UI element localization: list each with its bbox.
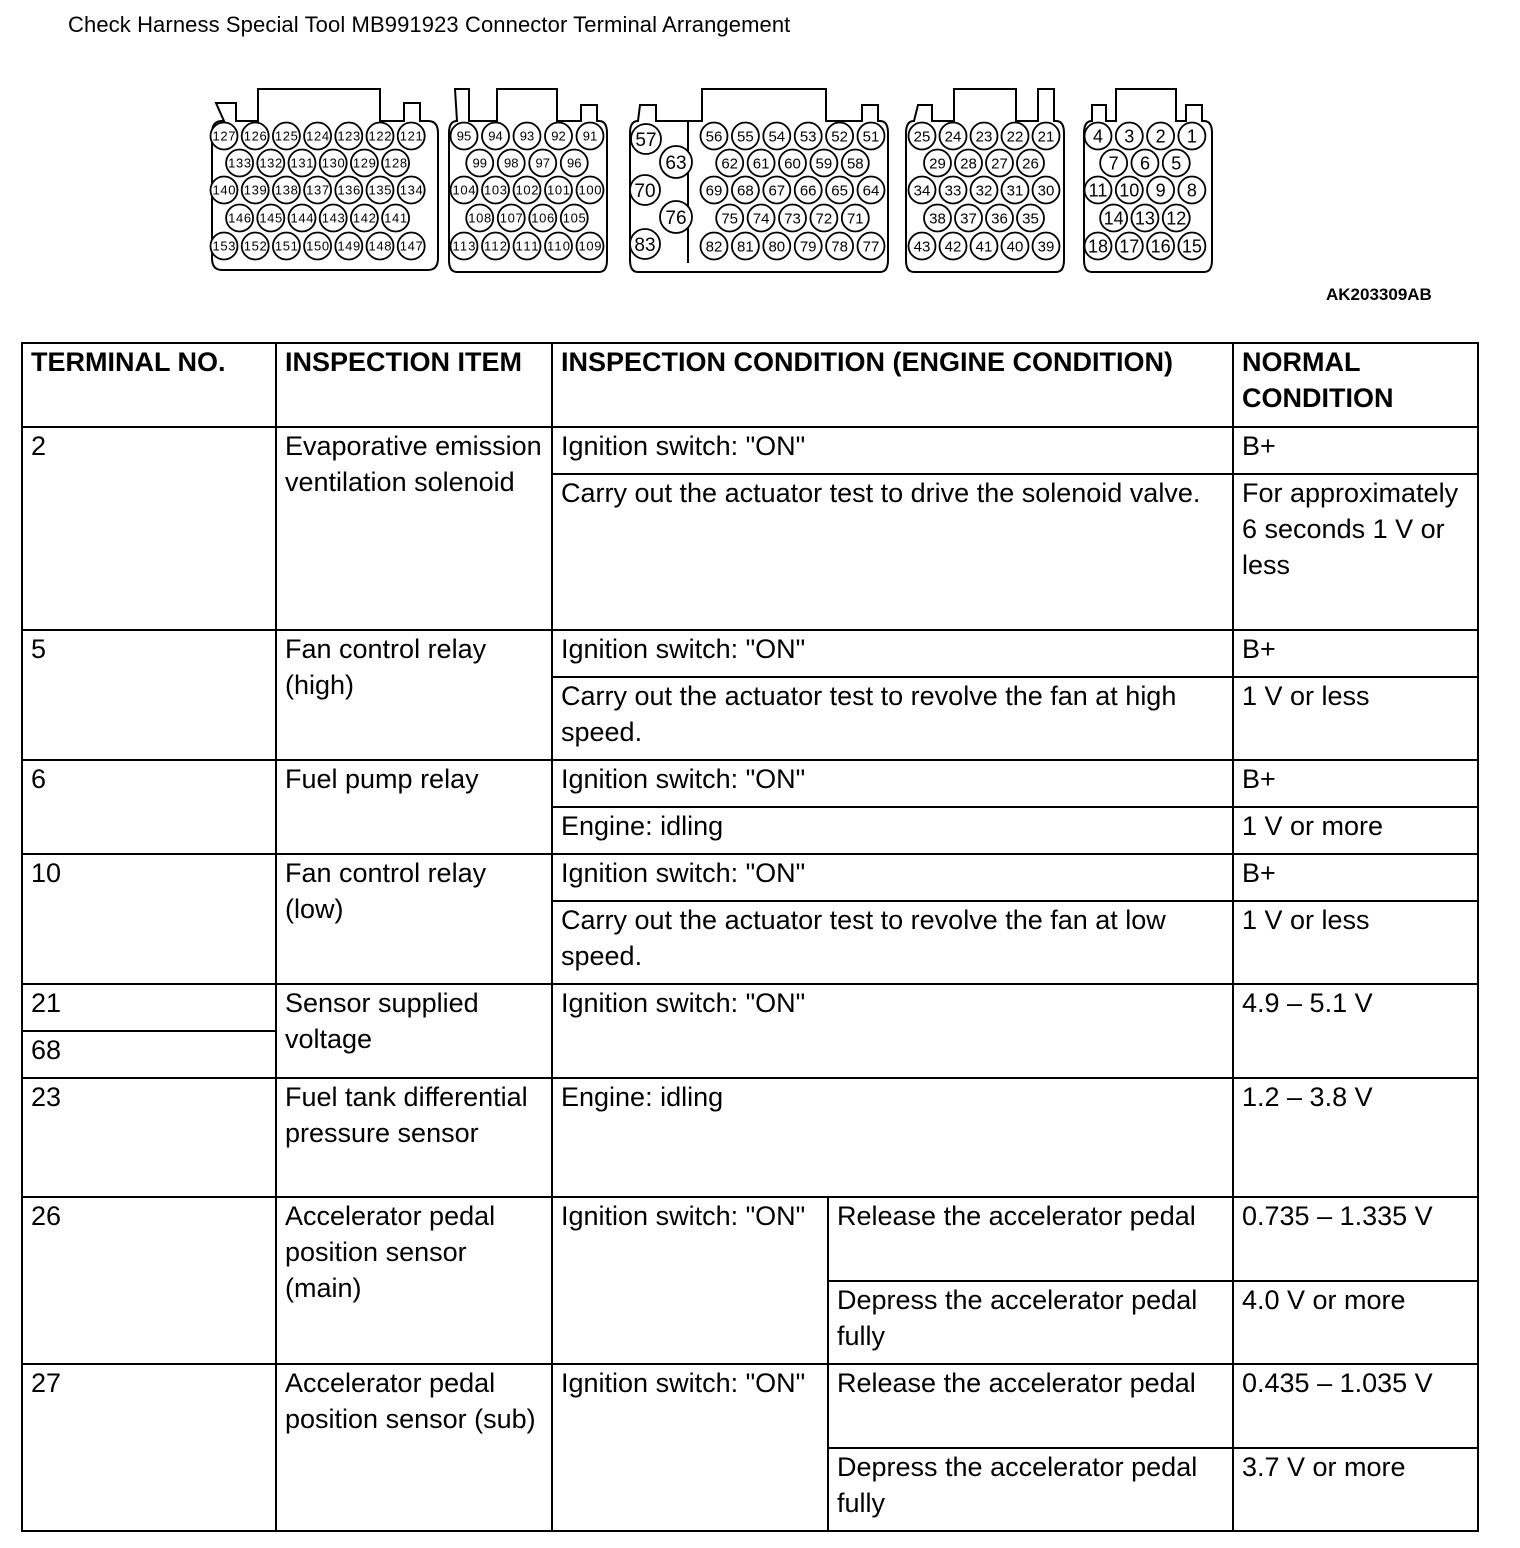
terminal-pin-label: 39 <box>1037 238 1055 256</box>
sub-condition-cell: Depress the accelerator pedal fully <box>828 1281 1233 1364</box>
table-row <box>22 984 1478 1031</box>
terminal-pin-label: 91 <box>582 128 598 144</box>
terminal-pin-label: 124 <box>306 128 330 144</box>
figure-id: AK203309AB <box>1326 285 1432 304</box>
header-normal: NORMAL CONDITION <box>1233 343 1478 427</box>
condition-cell: Engine: idling <box>552 1078 1233 1197</box>
terminal-pin-label: 54 <box>768 128 786 146</box>
terminal-pin-label: 148 <box>368 238 392 254</box>
header-condition: INSPECTION CONDITION (ENGINE CONDITION) <box>552 343 1233 427</box>
terminal-pin-label: 12 <box>1166 208 1187 229</box>
terminal-pin-label: 104 <box>452 182 476 198</box>
terminal-pin-label: 143 <box>321 210 345 226</box>
terminal-pin-label: 42 <box>944 238 962 256</box>
terminal-pin-label: 149 <box>337 238 361 254</box>
table-row <box>22 1364 1478 1448</box>
terminal-pin-label: 35 <box>1022 210 1039 228</box>
terminal-pin-label: 76 <box>665 207 687 229</box>
terminal-pin-label: 33 <box>944 182 962 200</box>
terminal-pin-label: 11 <box>1088 180 1108 201</box>
terminal-pin-label: 25 <box>913 128 931 146</box>
terminal-pin-label: 130 <box>321 155 345 171</box>
terminal-pin-label: 37 <box>960 210 977 228</box>
table-row <box>22 1078 1478 1197</box>
terminal-cell: 10 <box>22 854 276 984</box>
terminal-pin-label: 61 <box>752 155 770 173</box>
condition-cell: Carry out the actuator test to revolve the fan at high speed. <box>552 677 1233 760</box>
terminal-cell: 26 <box>22 1197 276 1364</box>
terminal-pin-label: 109 <box>578 238 602 254</box>
terminal-pin-label: 144 <box>290 210 314 226</box>
terminal-pin-label: 6 <box>1139 153 1150 174</box>
condition-cell: Carry out the actuator test to drive the solenoid valve. <box>552 474 1233 630</box>
terminal-pin-label: 131 <box>290 155 314 171</box>
terminal-pin-label: 146 <box>228 210 252 226</box>
terminal-pin-label: 43 <box>913 238 931 256</box>
terminal-pin-label: 125 <box>274 128 298 144</box>
terminal-cell: 2 <box>22 427 276 630</box>
terminal-pin-label: 17 <box>1119 236 1140 257</box>
terminal-pin-label: 153 <box>212 238 236 254</box>
terminal-pin-label: 5 <box>1171 153 1182 174</box>
terminal-pin-label: 4 <box>1092 126 1104 147</box>
item-cell: Sensor supplied voltage <box>276 984 552 1078</box>
terminal-pin-label: 52 <box>831 128 848 146</box>
terminal-pin-label: 77 <box>862 238 880 256</box>
terminal-pin-label: 71 <box>846 210 864 228</box>
normal-cell: B+ <box>1233 760 1478 807</box>
terminal-pin-label: 18 <box>1087 236 1109 257</box>
header-terminal: TERMINAL NO. <box>22 343 276 427</box>
terminal-pin-label: 121 <box>399 128 423 144</box>
condition-cell: Ignition switch: "ON" <box>552 760 1233 807</box>
terminal-pin-label: 134 <box>399 182 423 198</box>
terminal-pin-label: 152 <box>243 238 267 254</box>
item-cell: Fuel tank differential pressure sensor <box>276 1078 552 1197</box>
terminal-pin-label: 81 <box>737 238 754 256</box>
terminal-pin-label: 123 <box>337 128 361 144</box>
terminal-pin-label: 14 <box>1103 208 1124 229</box>
condition-cell: Carry out the actuator test to revolve the fan at low speed. <box>552 901 1233 984</box>
terminal-pin-label: 142 <box>352 210 376 226</box>
terminal-pin-label: 100 <box>578 182 602 198</box>
terminal-pin-label: 105 <box>562 210 586 226</box>
condition-cell: Engine: idling <box>552 807 1233 854</box>
terminal-pin-label: 27 <box>991 155 1008 173</box>
terminal-pin-label: 127 <box>212 128 236 144</box>
terminal-pin-label: 102 <box>515 182 539 198</box>
header-item: INSPECTION ITEM <box>276 343 552 427</box>
terminal-pin-label: 145 <box>259 210 283 226</box>
terminal-pin-label: 60 <box>784 155 801 173</box>
terminal-cell: 27 <box>22 1364 276 1531</box>
terminal-pin-label: 16 <box>1150 236 1171 257</box>
terminal-pin-label: 41 <box>975 238 993 256</box>
terminal-pin-label: 132 <box>259 155 283 171</box>
terminal-pin-label: 135 <box>368 182 392 198</box>
terminal-pin-label: 9 <box>1155 180 1166 201</box>
terminal-pin-label: 151 <box>274 238 298 254</box>
terminal-pin-label: 69 <box>705 182 723 200</box>
terminal-cell: 21 <box>22 984 276 1031</box>
terminal-pin-label: 106 <box>531 210 555 226</box>
item-cell: Accelerator pedal position sensor (main) <box>276 1197 552 1364</box>
terminal-pin-label: 78 <box>831 238 848 256</box>
terminal-pin-label: 53 <box>799 128 817 146</box>
terminal-pin-label: 63 <box>665 152 687 174</box>
terminal-pin-label: 73 <box>784 210 801 228</box>
terminal-pin-label: 136 <box>337 182 361 198</box>
terminal-pin-label: 40 <box>1006 238 1024 256</box>
inspection-table <box>21 342 1479 1532</box>
terminal-pin-label: 129 <box>352 155 376 171</box>
terminal-pin-label: 112 <box>484 238 507 254</box>
table-row <box>22 1197 1478 1281</box>
table-row <box>22 854 1478 901</box>
terminal-pin-label: 141 <box>384 210 408 226</box>
terminal-pin-label: 38 <box>929 210 946 228</box>
terminal-pin-label: 29 <box>929 155 946 173</box>
terminal-pin-label: 1 <box>1186 126 1197 147</box>
terminal-pin-label: 65 <box>831 182 848 200</box>
terminal-pin-label: 30 <box>1037 182 1055 200</box>
terminal-pin-label: 56 <box>705 128 723 146</box>
terminal-pin-label: 110 <box>547 238 570 254</box>
table-row <box>22 427 1478 474</box>
sub-condition-cell: Release the accelerator pedal <box>828 1364 1233 1448</box>
terminal-pin-label: 55 <box>737 128 754 146</box>
terminal-pin-label: 62 <box>721 155 739 173</box>
terminal-pin-label: 99 <box>472 155 487 171</box>
normal-cell: 1 V or more <box>1233 807 1478 854</box>
normal-cell: B+ <box>1233 630 1478 677</box>
sub-condition-cell: Depress the accelerator pedal fully <box>828 1448 1233 1531</box>
terminal-pin-label: 101 <box>547 182 570 198</box>
terminal-pin-label: 94 <box>488 128 503 144</box>
item-cell: Fuel pump relay <box>276 760 552 854</box>
item-cell: Fan control relay (high) <box>276 630 552 760</box>
terminal-pin-label: 26 <box>1022 155 1039 173</box>
terminal-pin-label: 133 <box>228 155 252 171</box>
terminal-pin-label: 75 <box>721 210 739 228</box>
terminal-cell: 6 <box>22 760 276 854</box>
connector-diagram <box>0 0 1520 300</box>
terminal-pin-label: 36 <box>991 210 1008 228</box>
normal-cell: 1 V or less <box>1233 901 1478 984</box>
terminal-pin-label: 93 <box>519 128 535 144</box>
table-row <box>22 630 1478 677</box>
terminal-pin-label: 51 <box>862 128 880 146</box>
terminal-cell: 68 <box>22 1031 276 1078</box>
condition-cell: Ignition switch: "ON" <box>552 630 1233 677</box>
condition-cell: Ignition switch: "ON" <box>552 1197 828 1364</box>
terminal-pin-label: 137 <box>306 182 330 198</box>
condition-cell: Ignition switch: "ON" <box>552 1364 828 1531</box>
terminal-pin-label: 13 <box>1134 208 1155 229</box>
terminal-pin-label: 83 <box>634 234 656 256</box>
condition-cell: Ignition switch: "ON" <box>552 427 1233 474</box>
terminal-pin-label: 80 <box>768 238 786 256</box>
terminal-pin-label: 97 <box>535 155 550 171</box>
table-row <box>22 760 1478 807</box>
terminal-pin-label: 128 <box>384 155 408 171</box>
terminal-pin-label: 103 <box>484 182 507 198</box>
terminal-pin-label: 7 <box>1108 153 1119 174</box>
terminal-pin-label: 92 <box>551 128 566 144</box>
terminal-pin-label: 139 <box>243 182 267 198</box>
terminal-pin-label: 107 <box>499 210 523 226</box>
terminal-pin-label: 95 <box>456 128 472 144</box>
terminal-pin-label: 74 <box>752 210 770 228</box>
terminal-pin-label: 15 <box>1181 236 1202 257</box>
terminal-pin-label: 28 <box>960 155 977 173</box>
terminal-pin-label: 66 <box>799 182 817 200</box>
terminal-cell: 23 <box>22 1078 276 1197</box>
terminal-pin-label: 24 <box>944 128 962 146</box>
terminal-pin-label: 58 <box>846 155 864 173</box>
normal-cell: 3.7 V or more <box>1233 1448 1478 1531</box>
normal-cell: B+ <box>1233 427 1478 474</box>
terminal-pin-label: 150 <box>306 238 330 254</box>
table-header <box>22 343 1478 427</box>
terminal-pin-label: 98 <box>504 155 519 171</box>
terminal-pin-label: 79 <box>799 238 817 256</box>
terminal-pins <box>211 123 1206 260</box>
terminal-pin-label: 10 <box>1119 180 1140 201</box>
condition-cell: Ignition switch: "ON" <box>552 854 1233 901</box>
terminal-pin-label: 113 <box>452 238 476 254</box>
condition-cell: Ignition switch: "ON" <box>552 984 1233 1078</box>
normal-cell: 1.2 – 3.8 V <box>1233 1078 1478 1197</box>
terminal-pin-label: 70 <box>634 180 656 202</box>
terminal-pin-label: 57 <box>635 129 657 151</box>
terminal-pin-label: 22 <box>1006 128 1024 146</box>
terminal-pin-label: 32 <box>975 182 993 200</box>
terminal-pin-label: 67 <box>768 182 786 200</box>
terminal-pin-label: 59 <box>815 155 833 173</box>
terminal-pin-label: 2 <box>1155 126 1166 147</box>
normal-cell: 0.435 – 1.035 V <box>1233 1364 1478 1448</box>
terminal-pin-label: 111 <box>515 238 539 254</box>
terminal-pin-label: 72 <box>815 210 833 228</box>
terminal-cell: 5 <box>22 630 276 760</box>
document-title: Check Harness Special Tool MB991923 Connector Terminal Arrangement <box>68 12 791 37</box>
terminal-pin-label: 31 <box>1006 182 1024 200</box>
item-cell: Fan control relay (low) <box>276 854 552 984</box>
terminal-pin-label: 126 <box>243 128 267 144</box>
terminal-pin-label: 68 <box>737 182 754 200</box>
item-cell: Accelerator pedal position sensor (sub) <box>276 1364 552 1531</box>
terminal-pin-label: 64 <box>862 182 880 200</box>
sub-condition-cell: Release the accelerator pedal <box>828 1197 1233 1281</box>
terminal-pin-label: 8 <box>1186 180 1197 201</box>
terminal-pin-label: 140 <box>212 182 236 198</box>
normal-cell: 0.735 – 1.335 V <box>1233 1197 1478 1281</box>
terminal-pin-label: 122 <box>368 128 392 144</box>
terminal-pin-label: 3 <box>1124 126 1135 147</box>
terminal-pin-label: 23 <box>975 128 993 146</box>
normal-cell: For approximately 6 seconds 1 V or less <box>1233 474 1478 630</box>
terminal-pin-label: 96 <box>567 155 582 171</box>
terminal-pin-label: 34 <box>913 182 931 200</box>
terminal-pin-label: 138 <box>274 182 298 198</box>
normal-cell: 1 V or less <box>1233 677 1478 760</box>
terminal-pin-label: 147 <box>399 238 423 254</box>
normal-cell: B+ <box>1233 854 1478 901</box>
normal-cell: 4.0 V or more <box>1233 1281 1478 1364</box>
terminal-pin-label: 108 <box>468 210 492 226</box>
item-cell: Evaporative emission ventilation solenoid <box>276 427 552 630</box>
terminal-pin-label: 21 <box>1037 128 1055 146</box>
normal-cell: 4.9 – 5.1 V <box>1233 984 1478 1078</box>
terminal-pin-label: 82 <box>705 238 723 256</box>
